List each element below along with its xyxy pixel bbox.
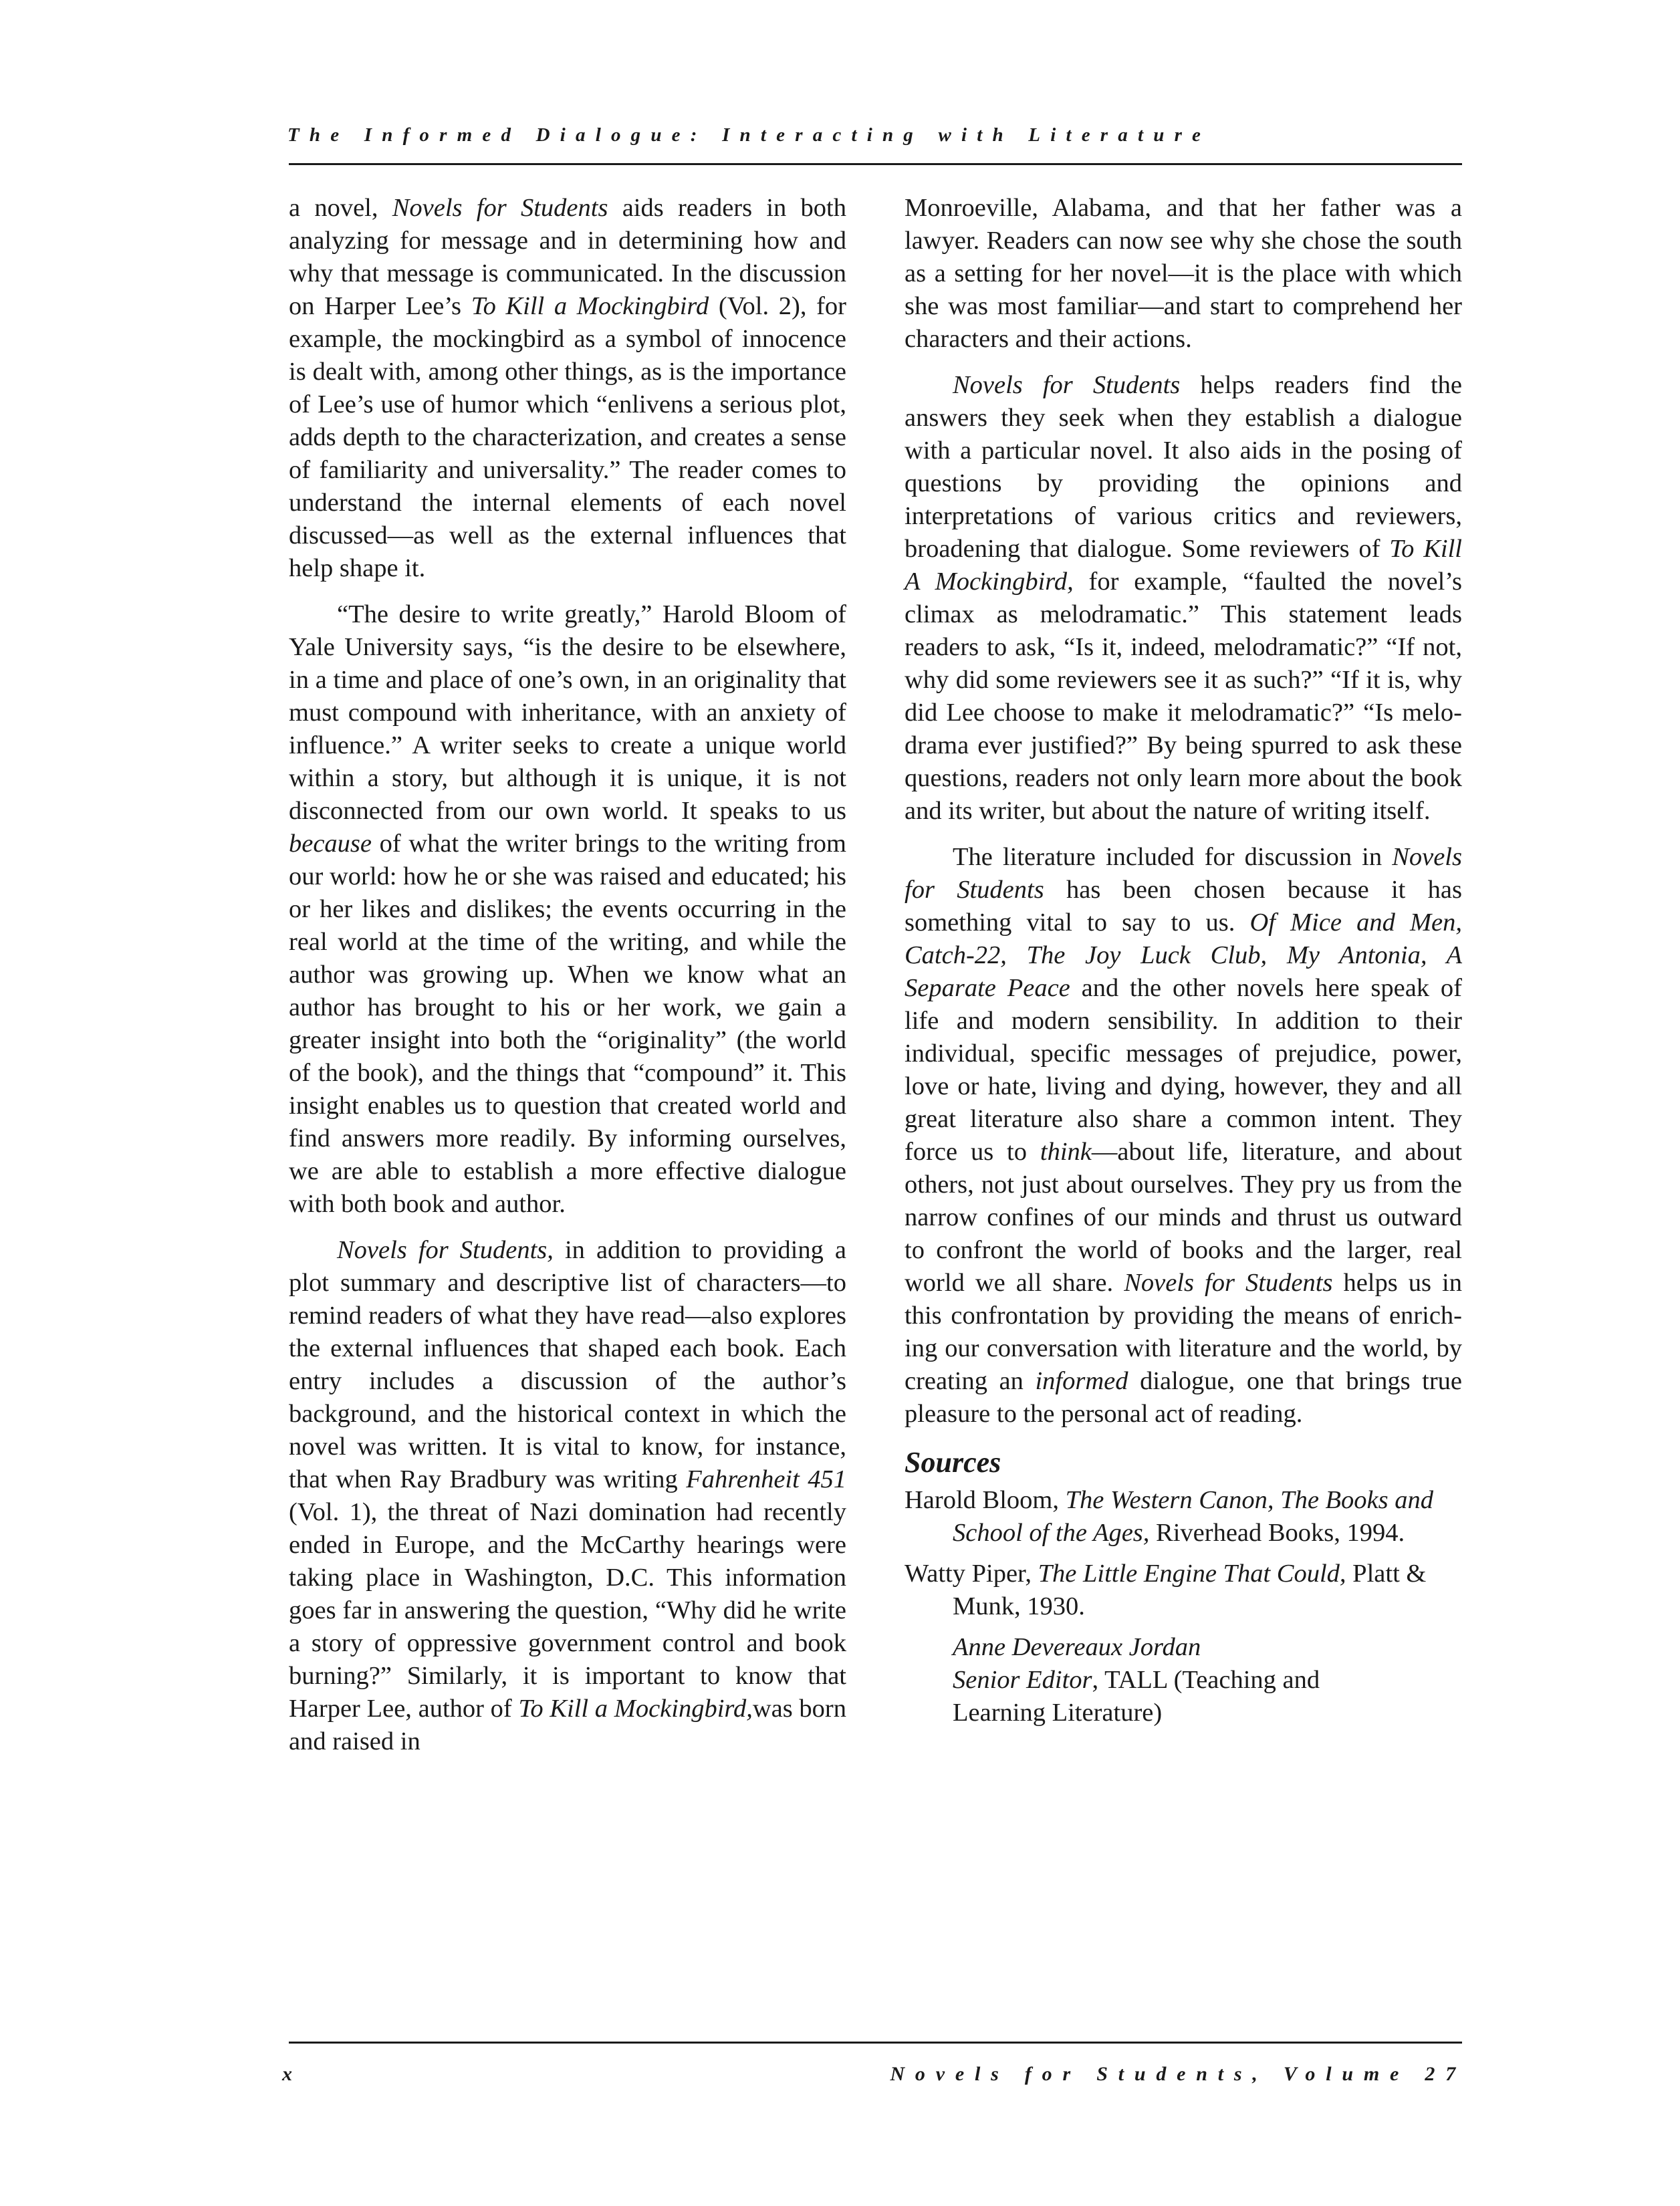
page-number: x <box>282 2063 292 2085</box>
author-name: Anne Devereaux Jordan <box>953 1633 1201 1661</box>
running-head: The Informed Dialogue: Interacting with Literature <box>287 124 1211 146</box>
body-paragraph: Novels for Students helps readers find the answers they seek when they establish a dialogue with a particular novel. It also aids in the posing of questions by providing the opinions and interpretations of various critics and reviewers, broadening that dialogue. Some reviewers of To Kill A Mockingbird, for example, “faulted the novel’s climax as melodramatic.” This statement leads readers to ask, “Is it, indeed, melodramatic?” “If not, why did some reviewers see it as such?” “If it is, why did Lee choose to make it melodramatic?” “Is melodrama ever justified?” By being spurred to ask these questions, readers not only learn more about the book and its writer, but about the nature of writing itself. <box>905 371 1462 825</box>
footer-rule <box>289 2042 1462 2044</box>
body-paragraph: a novel, Novels for Students aids readers in both analyzing for message and in determining how and why that message is communicated. In the discussion on Harper Lee’s To Kill a Mockingbird (Vol. 2), for example, the mockingbird as a symbol of innocence is dealt with, among other things, as is the importance of Lee’s use of humor which “enlivens a serious plot, adds depth to the characterization, and creates a sense of familiarity and universality.” The reader comes to understand the internal elements of each novel discussed—as well as the external influences that help shape it. <box>289 194 846 582</box>
source-entry: Watty Piper, The Little Engine That Could, Platt & Munk, 1930. <box>905 1560 1427 1620</box>
left-column <box>289 192 846 1771</box>
body-paragraph: Monroeville, Alabama, and that her father was a lawyer. Readers can now see why she chose the south as a setting for her novel—it is the place with which she was most familiar—and start to comprehend her characters and their actions. <box>905 194 1462 353</box>
author-title: Senior Editor, TALL (Teaching and <box>953 1666 1320 1694</box>
body-paragraph: The literature included for discussion in Novels for Students has been chosen because it has something vital to say to us. Of Mice and Men, Catch-22, The Joy Luck Club, My Antonia, A Separate Peace and the other novels here speak of life and modern sensibility. In addition to their individual, specific messages of prejudice, power, love or hate, living and dying, however, they and all great literature also share a common intent. They force us to think—about life, literature, and about others, not just about ourselves. They pry us from the narrow confines of our minds and thrust us outward to confront the world of books and the larger, real world we all share. Novels for Students helps us in this confrontation by providing the means of enriching our conversation with literature and the world, by creating an informed dialogue, one that brings true pleasure to the personal act of reading. <box>905 843 1463 1428</box>
source-entry: Harold Bloom, The Western Canon, The Books and School of the Ages, Riverhead Books, 1994. <box>905 1486 1434 1547</box>
right-column <box>905 192 1462 1729</box>
author-signature <box>905 1631 1462 1729</box>
body-paragraph: Novels for Students, in addition to providing a plot summary and descriptive list of characters—to remind readers of what they have read—also explores the external influences that shaped each book. Each entry includes a discussion of the author’s background, and the historical context in which the novel was written. It is vital to know, for instance, that when Ray Bradbury was writing Fahrenheit 451 (Vol. 1), the threat of Nazi domination had recently ended in Europe, and the McCarthy hearings were taking place in Washington, D.C. This information goes far in answering the question, “Why did he write a story of oppressive government control and book burning?” Similarly, it is important to know that Harper Lee, author of To Kill a Mockingbird,was born and raised in <box>289 1236 847 1755</box>
header-rule <box>289 163 1462 165</box>
series-footer: Novels for Students, Volume 27 <box>890 2063 1466 2085</box>
body-paragraph: “The desire to write greatly,” Harold Bloom of Yale University says, “is the desire to be elsewhere, in a time and place of one’s own, in an originality that must compound with inheritance, with an anxiety of influence.” A writer seeks to create a unique world within a story, but although it is unique, it is not disconnected from our own world. It speaks to us because of what the writer brings to the writing from our world: how he or she was raised and educated; his or her likes and dislikes; the events occurring in the real world at the time of the writing, and while the author was growing up. When we know what an author has brought to his or her work, we gain a greater insight into both the “originality” (the world of the book), and the things that “compound” it. This insight enables us to question that created world and find answers more readily. By informing ourselves, we are able to establish a more effective dialogue with both book and author. <box>289 600 846 1218</box>
sources-heading: Sources <box>905 1446 1001 1479</box>
author-title-line2: Learning Literature) <box>953 1699 1163 1727</box>
